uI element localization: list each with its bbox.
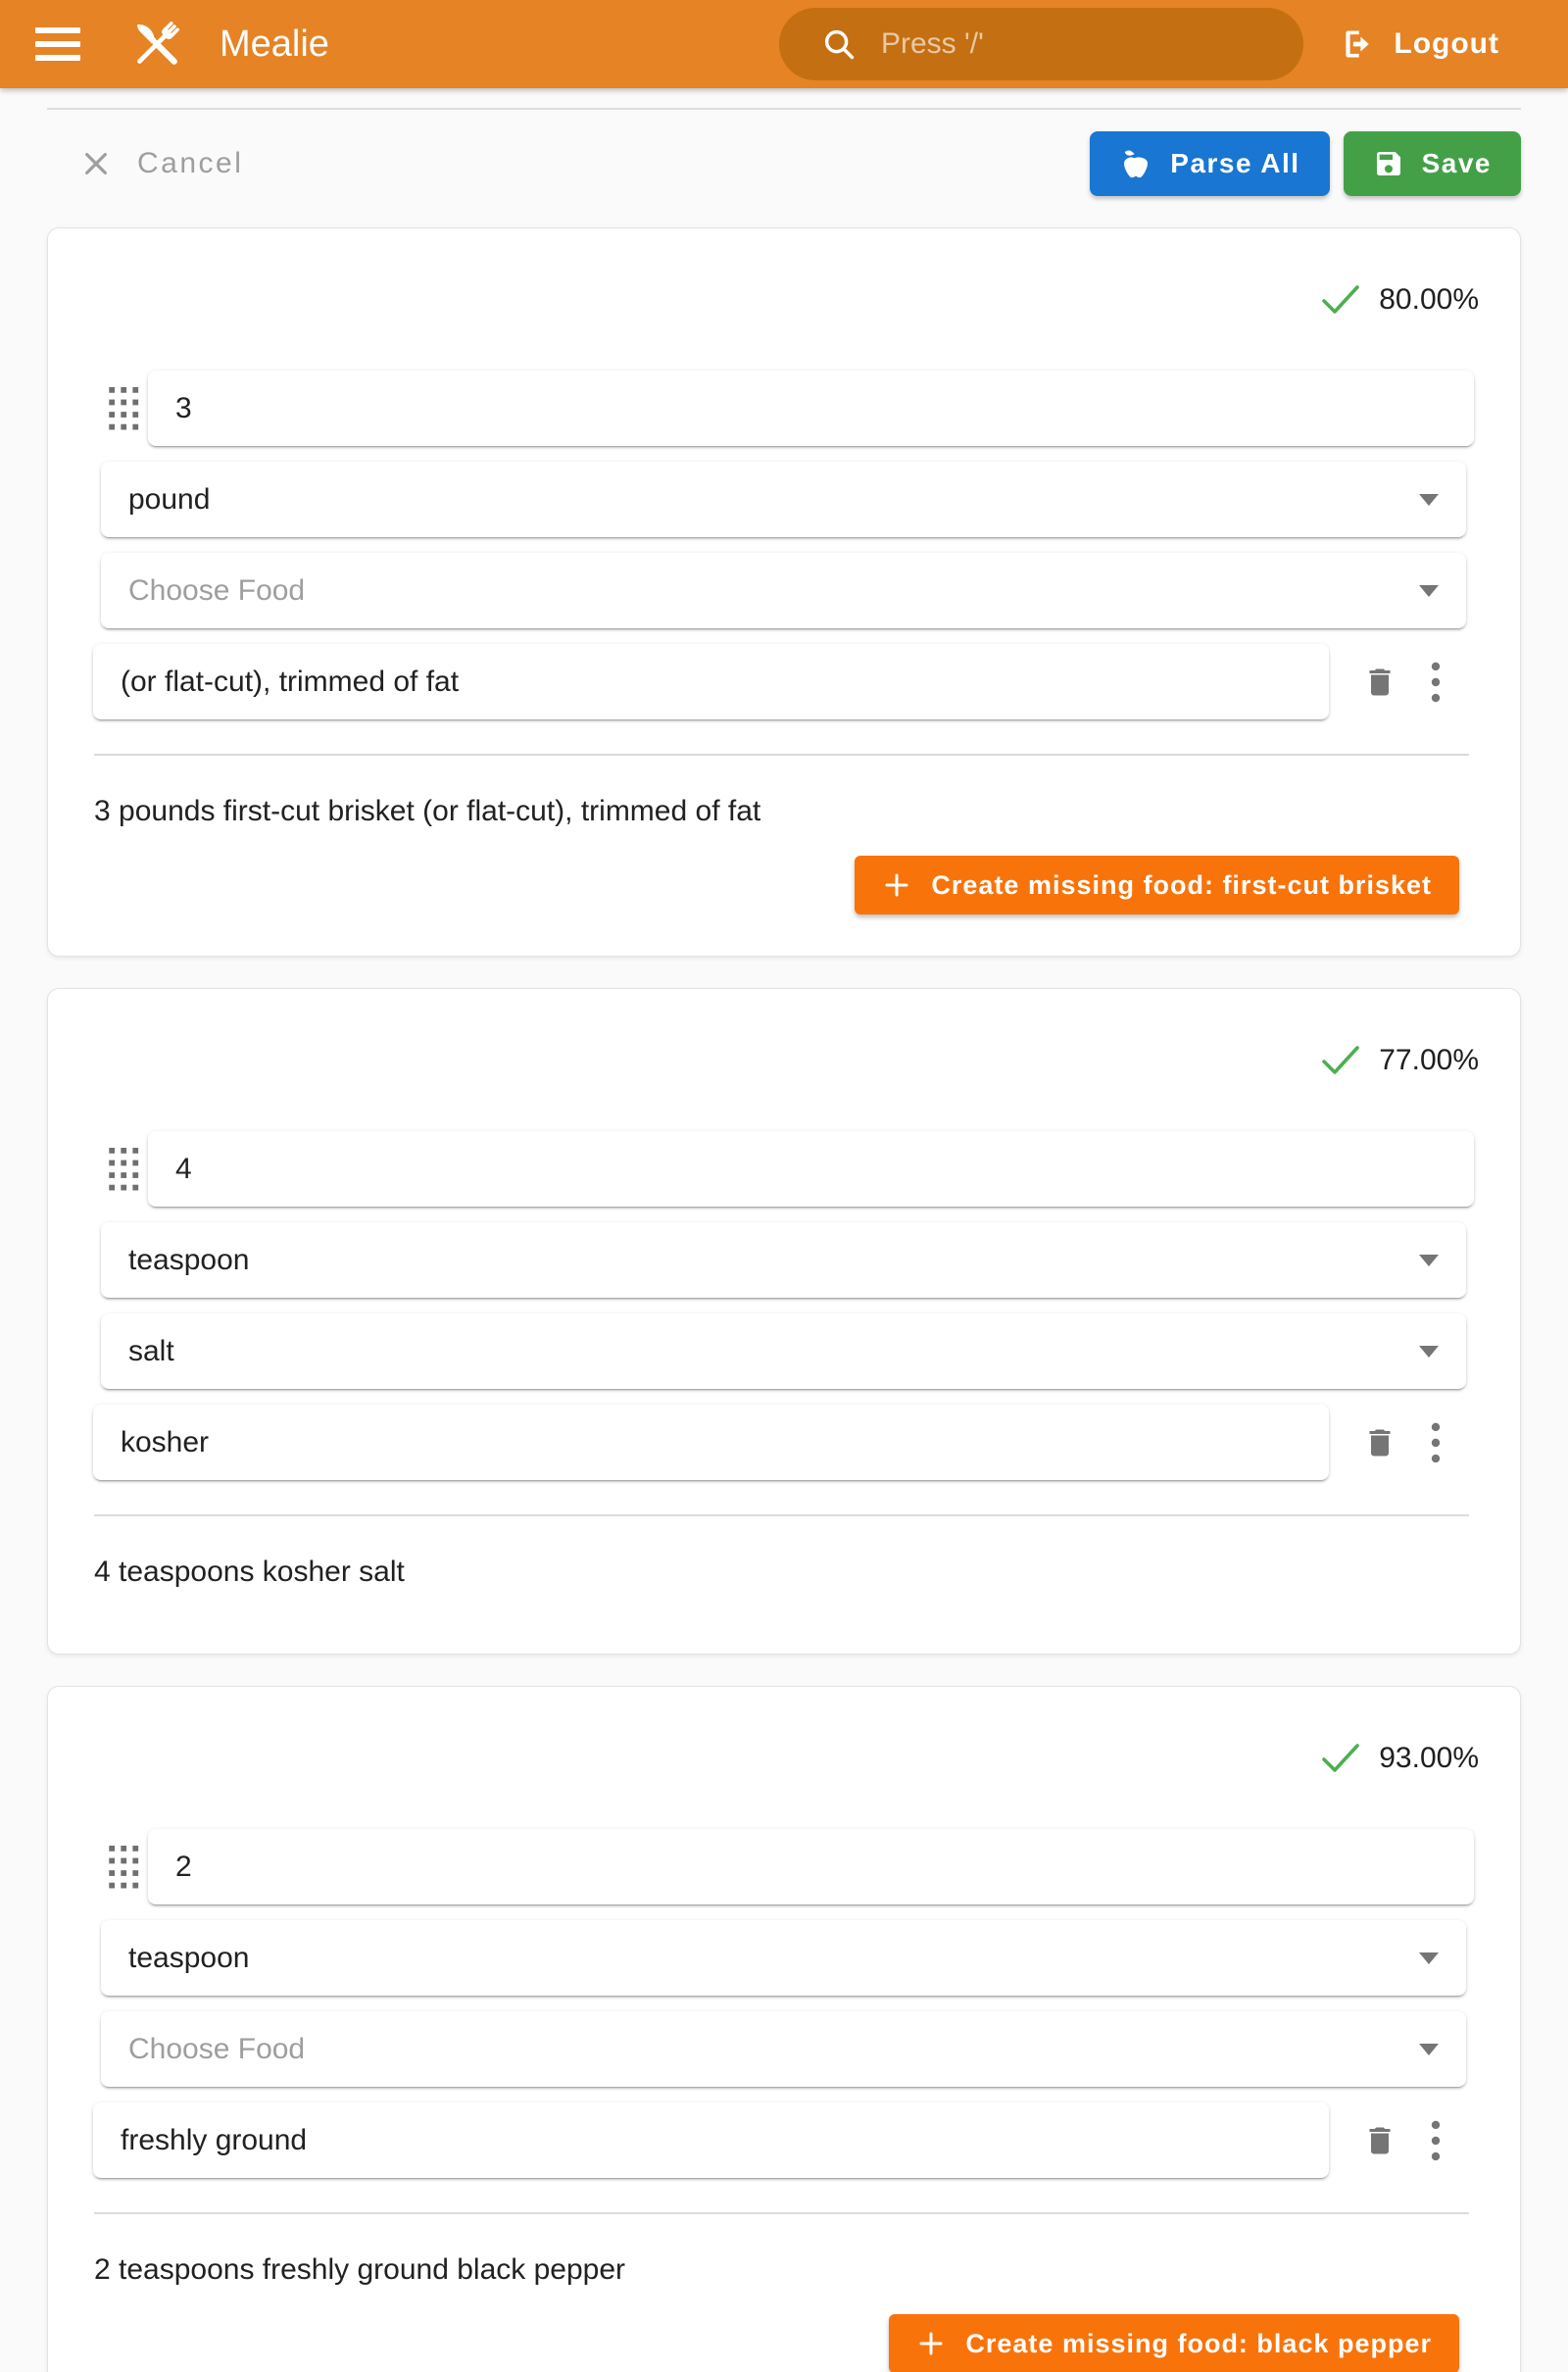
food-select[interactable] [101, 1313, 1466, 1389]
card-actions [48, 856, 1520, 914]
food-select[interactable] [101, 2011, 1466, 2087]
quantity-value: 2 [175, 1850, 192, 1883]
ingredient-card [47, 1686, 1521, 2372]
parse-all-label: Parse All [1170, 148, 1300, 178]
unit-value: teaspoon [128, 1243, 250, 1276]
quantity-row [48, 1131, 1520, 1207]
search-icon [820, 25, 858, 63]
quantity-input[interactable] [148, 371, 1474, 446]
save-icon [1373, 148, 1404, 179]
unit-select[interactable] [101, 1920, 1466, 1996]
create-missing-food-label: Create missing food: black pepper [965, 2328, 1432, 2358]
app-title: Mealie [220, 23, 329, 65]
cancel-button[interactable] [74, 146, 249, 181]
check-icon [1320, 1043, 1361, 1078]
drag-handle-icon[interactable] [109, 387, 148, 430]
note-row [48, 1405, 1520, 1480]
logout-button[interactable] [1335, 0, 1505, 88]
chevron-down-icon [1419, 1346, 1439, 1358]
food-placeholder: Choose Food [128, 573, 306, 607]
delete-ingredient-button[interactable] [1362, 2121, 1397, 2160]
more-options-icon[interactable] [1431, 1422, 1441, 1463]
unit-select[interactable] [101, 1222, 1466, 1298]
ingredient-card [47, 988, 1521, 1655]
note-input[interactable] [93, 1405, 1329, 1480]
create-missing-food-button[interactable] [855, 856, 1459, 914]
original-ingredient-text: 3 pounds first-cut brisket (or flat-cut), trimmed of fat [94, 795, 761, 827]
chevron-down-icon [1419, 585, 1439, 597]
parser-toolbar [47, 131, 1521, 196]
plus-icon [882, 870, 911, 900]
chevron-down-icon [1419, 2044, 1439, 2055]
drag-handle-icon[interactable] [109, 1846, 148, 1889]
card-divider [94, 754, 1469, 756]
ingredient-card [47, 227, 1521, 957]
food-value: salt [128, 1334, 174, 1367]
quantity-value: 4 [175, 1152, 192, 1185]
mealie-logo-icon [125, 13, 188, 75]
food-placeholder: Choose Food [128, 2032, 306, 2065]
unit-select[interactable] [101, 462, 1466, 537]
save-button[interactable] [1344, 131, 1521, 196]
logout-label: Logout [1394, 27, 1499, 60]
note-value: kosher [121, 1425, 210, 1458]
quantity-row [48, 371, 1520, 446]
confidence-row [48, 1731, 1520, 1785]
chevron-down-icon [1419, 494, 1439, 506]
delete-ingredient-button[interactable] [1362, 663, 1397, 702]
more-options-icon[interactable] [1431, 662, 1441, 703]
card-divider [94, 1514, 1469, 1516]
quantity-input[interactable] [148, 1829, 1474, 1904]
plus-icon [916, 2329, 946, 2358]
unit-value: teaspoon [128, 1941, 250, 1974]
card-actions [48, 2314, 1520, 2372]
card-divider [94, 2212, 1469, 2214]
apple-icon [1119, 147, 1152, 180]
note-value: freshly ground [121, 2123, 308, 2156]
note-value: (or flat-cut), trimmed of fat [121, 665, 460, 698]
save-label: Save [1421, 148, 1492, 178]
confidence-row [48, 272, 1520, 326]
food-select[interactable] [101, 553, 1466, 628]
parse-all-button[interactable] [1090, 131, 1329, 196]
original-ingredient-text: 2 teaspoons freshly ground black pepper [94, 2253, 626, 2286]
note-input[interactable] [93, 2102, 1329, 2178]
check-icon [1320, 1741, 1361, 1776]
ingredient-parser-page [0, 108, 1568, 2372]
menu-icon[interactable] [35, 27, 80, 61]
check-icon [1320, 282, 1361, 318]
more-options-icon[interactable] [1431, 2120, 1441, 2161]
create-missing-food-label: Create missing food: first-cut brisket [931, 869, 1432, 900]
note-row [48, 2102, 1520, 2178]
confidence-value: 77.00% [1379, 1043, 1479, 1076]
confidence-value: 93.00% [1379, 1741, 1479, 1774]
quantity-value: 3 [175, 391, 192, 424]
chevron-down-icon [1419, 1952, 1439, 1964]
header-divider [47, 108, 1521, 110]
close-icon [80, 148, 112, 179]
drag-handle-icon[interactable] [109, 1148, 148, 1191]
unit-value: pound [128, 482, 211, 516]
create-missing-food-button[interactable] [889, 2314, 1459, 2372]
delete-ingredient-button[interactable] [1362, 1423, 1397, 1462]
original-ingredient-text: 4 teaspoons kosher salt [94, 1556, 405, 1588]
note-input[interactable] [93, 644, 1329, 719]
logout-icon [1341, 26, 1376, 62]
quantity-row [48, 1829, 1520, 1904]
confidence-row [48, 1033, 1520, 1087]
chevron-down-icon [1419, 1255, 1439, 1266]
note-row [48, 644, 1520, 719]
confidence-value: 80.00% [1379, 282, 1479, 316]
quantity-input[interactable] [148, 1131, 1474, 1207]
app-bar [0, 0, 1568, 88]
cancel-label: Cancel [137, 147, 244, 179]
search-input[interactable] [779, 8, 1303, 80]
search-placeholder: Press '/' [881, 27, 984, 60]
